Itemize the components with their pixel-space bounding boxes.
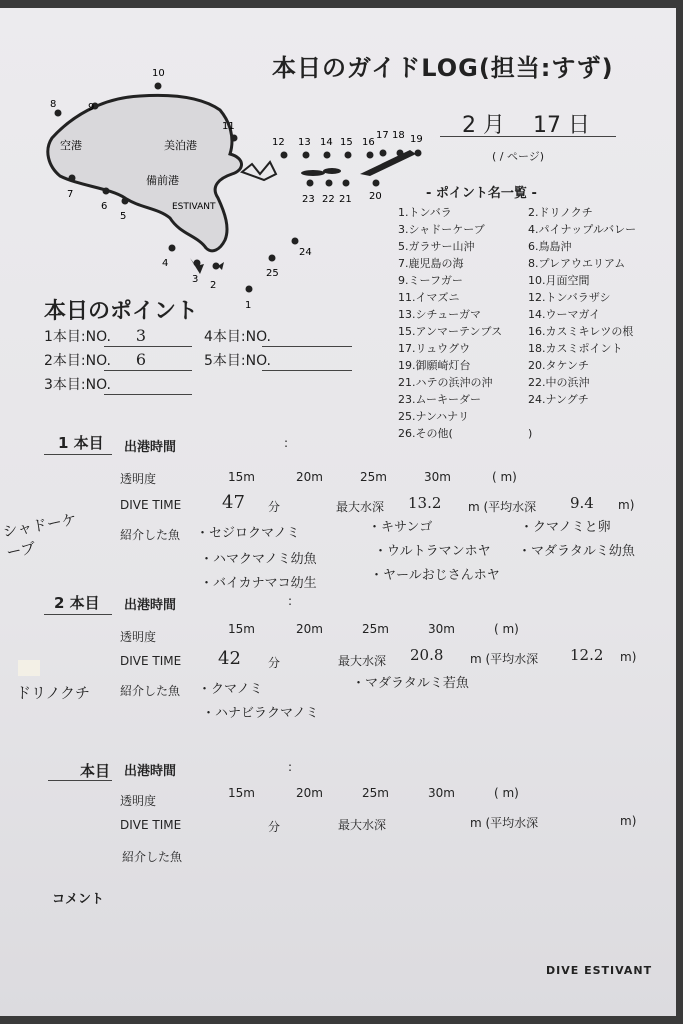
svg-text:11: 11 [222,121,235,132]
dive-slot-1-line [104,346,192,347]
section-2-vis-15: 15m [228,622,255,636]
point-list-row [398,306,658,323]
section-1-dive-time-value: 47 [222,492,245,513]
port-label-bizen: 備前港 [146,174,179,187]
section-2-max-depth-value: 20.8 [410,646,444,664]
point-list-row [398,255,658,272]
point-list-row [398,238,658,255]
point-list-item: 18.カスミポイント [528,342,623,355]
section-1-fish-8: ・ヤールおじさんホヤ [370,568,500,583]
svg-text:10: 10 [152,68,165,79]
svg-text:15: 15 [340,137,353,148]
section-3-dive-time-label: DIVE TIME [120,818,182,832]
section-3-heading: 本目 [80,762,111,780]
svg-text:24: 24 [299,247,312,258]
tape-mark [18,660,40,676]
section-2-dive-time-label: DIVE TIME [120,654,182,668]
point-list-item: 10.月面空間 [528,274,590,287]
dive-slot-3-line [104,394,192,395]
section-3-fish-label: 紹介した魚 [122,850,183,864]
point-list-item: 17.リュウグウ [398,342,471,355]
port-label-mihaku: 美泊港 [164,139,197,152]
svg-text:14: 14 [320,137,333,148]
point-list-item: 9.ミーフガー [398,274,463,287]
dive-slot-2-line [104,370,192,371]
point-list-row [398,425,658,442]
svg-text:7: 7 [67,189,74,200]
section-3-max-depth-label: 最大水深 [338,818,387,832]
section-2-fish-2: ・マダラタルミ若魚 [352,676,469,691]
section-3-departure-label: 出港時間 [124,764,177,779]
section-1-minutes-unit: 分 [268,500,281,514]
svg-text:23: 23 [302,194,315,205]
section-3-vis-30: 30m [428,786,455,800]
section-3-avg-depth-label: m (平均水深 [470,816,539,830]
point-list-item: 15.アンマーテンブス [398,325,503,338]
todays-points-title: 本日のポイント [44,299,199,324]
date-day-unit: 日 [568,113,591,138]
svg-text:17: 17 [376,130,389,141]
point-list-item: 11.イマズニ [398,291,460,304]
date-month: 2 [462,113,476,138]
date-month-unit: 月 [483,113,506,138]
dive-slot-5: 5本目:NO. [204,353,271,369]
island-map [30,58,440,308]
svg-text:5: 5 [120,211,127,222]
svg-text:19: 19 [410,134,423,145]
section-1-fish-7: ・バイカナマコ幼生 [200,576,317,591]
svg-text:18: 18 [392,130,405,141]
section-2-vis-30: 30m [428,622,455,636]
section-1-heading: 1 本目 [58,434,104,452]
section-1-avg-depth-label: m (平均水深 [468,500,537,514]
section-2-vis-other: ( m) [494,622,519,636]
section-2-max-depth-label: 最大水深 [338,654,387,668]
section-1-vis-15: 15m [228,470,255,484]
point-list-item: 12.トンバラザシ [528,291,611,304]
section-2-departure-label: 出港時間 [124,598,177,613]
section-2-minutes-unit: 分 [268,656,281,670]
point-list-item: 23.ムーキーダー [398,393,481,406]
comment-label: コメント [52,892,105,907]
point-list-item: 25.ナンハナリ [398,410,470,423]
svg-text:3: 3 [192,274,199,285]
section-2-side-note: ドリノクチ [16,684,90,702]
dive-slot-2-value: 6 [135,350,147,369]
section-1-visibility-label: 透明度 [120,472,157,486]
section-1-vis-20: 20m [296,470,323,484]
section-1-departure-colon: : [284,436,289,450]
section-1-vis-other: ( m) [492,470,517,484]
section-2-visibility-label: 透明度 [120,630,157,644]
point-list-title: - ポイント名一覧 - [426,186,537,201]
section-2-fish-1: ・クマノミ [198,682,263,697]
point-list-row [398,289,658,306]
point-list-item: 13.シチューガマ [398,308,481,321]
dive-slot-4-line [262,346,352,347]
reef-1 [301,170,325,176]
section-2-departure-colon: : [288,594,293,608]
section-3-vis-other: ( m) [494,786,519,800]
section-3-visibility-label: 透明度 [120,794,157,808]
point-list-row [398,221,658,238]
point-list-item: 22.中の浜沖 [528,376,590,389]
point-list-item: ) [528,427,533,440]
point-list-item: 3.シャドーケーブ [398,223,485,236]
point-list-item: 19.御願崎灯台 [398,359,471,372]
svg-text:6: 6 [101,201,108,212]
islet-outline [242,162,276,180]
section-1-avg-depth-unit: m) [618,498,635,512]
port-label-airport: 空港 [60,139,82,152]
svg-text:22: 22 [322,194,335,205]
point-list-item: 16.カスミキレツの根 [528,325,634,338]
svg-text:12: 12 [272,137,285,148]
section-1-max-depth-value: 13.2 [408,494,442,512]
svg-text:9: 9 [88,102,95,113]
svg-text:13: 13 [298,137,311,148]
point-list-item: 5.ガラサー山沖 [398,240,475,253]
section-2-avg-depth-value: 12.2 [570,646,604,664]
section-1-side-note: シャドーケーブ [1,510,79,562]
section-3-underline [48,780,112,781]
svg-text:16: 16 [362,137,375,148]
page-title: 本日のガイドLOG(担当:すず) [272,54,614,82]
section-1-fish-2: ・キサンゴ [368,520,433,535]
point-list-row [398,357,658,374]
log-sheet [0,8,676,1016]
section-2-fish-label: 紹介した魚 [120,684,181,698]
point-list-item: 1.トンバラ [398,206,452,219]
svg-text:8: 8 [50,99,57,110]
point-list-row [398,408,658,425]
section-1-vis-30: 30m [424,470,451,484]
section-1-underline [44,454,112,455]
section-3-avg-depth-unit: m) [620,814,637,828]
date-underline [440,136,616,137]
section-2-avg-depth-label: m (平均水深 [470,652,539,666]
point-list-item: 21.ハテの浜沖の沖 [398,376,493,389]
section-1-fish-5: ・ウルトラマンホヤ [374,544,491,559]
section-1-dive-time-label: DIVE TIME [120,498,182,512]
point-list-row [398,323,658,340]
dive-slot-4: 4本目:NO. [204,329,271,345]
section-3-vis-25: 25m [362,786,389,800]
dive-slot-3: 3本目:NO. [44,377,111,393]
date-field [462,108,590,139]
section-2-avg-depth-unit: m) [620,650,637,664]
point-list-row [398,340,658,357]
svg-text:2: 2 [210,280,217,291]
point-list-item: 24.ナングチ [528,393,589,406]
point-list-item: 7.鹿児島の海 [398,257,464,270]
brand-footer: DIVE ESTIVANT [546,964,653,977]
svg-text:25: 25 [266,268,279,279]
svg-text:1: 1 [245,300,252,308]
reef-2 [323,168,341,174]
point-list-row [398,204,658,221]
section-2-dive-time-value: 42 [218,648,241,669]
section-3-minutes-unit: 分 [268,820,281,834]
section-2-heading: 2 本目 [54,594,100,612]
section-1-fish-label: 紹介した魚 [120,528,181,542]
section-2-vis-25: 25m [362,622,389,636]
point-list-item: 8.プレアウエリアム [528,257,626,270]
page-number: ( / ページ) [492,150,545,163]
svg-text:4: 4 [162,258,169,269]
point-list-row [398,374,658,391]
island-outline [48,95,242,250]
point-list-item [528,408,658,425]
date-day: 17 [533,113,562,138]
section-2-fish-3: ・ハナビラクマノミ [202,706,319,721]
section-3-vis-15: 15m [228,786,255,800]
point-list-item: 26.その他( [398,427,453,440]
section-1-fish-3: ・クマノミと卵 [520,520,611,535]
point-list-item: 20.タケンチ [528,359,589,372]
point-list-item: 14.ウーマガイ [528,308,601,321]
section-2-underline [44,614,112,615]
point-list-item: 6.鳥島沖 [528,240,572,253]
point-list-row [398,391,658,408]
section-1-avg-depth-value: 9.4 [570,494,594,512]
section-2-vis-20: 20m [296,622,323,636]
section-3-departure-colon: : [288,760,293,774]
point-list-row [398,272,658,289]
svg-text:20: 20 [369,191,382,202]
section-1-fish-6: ・マダラタルミ幼魚 [518,544,635,559]
dive-slot-2: 2本目:NO. 6 [44,350,171,370]
point-list-item: 4.パイナップルバレー [528,223,637,236]
section-1-vis-25: 25m [360,470,387,484]
section-3-vis-20: 20m [296,786,323,800]
section-1-fish-1: ・セジロクマノミ [196,526,300,541]
point-list-item: 2.ドリノクチ [528,206,593,219]
dive-slot-1-value: 3 [135,326,147,345]
dive-slot-1: 1本目:NO. 3 [44,326,171,346]
section-1-max-depth-label: 最大水深 [336,500,385,514]
svg-text:21: 21 [339,194,352,205]
dive-slot-5-line [262,370,352,371]
section-1-fish-4: ・ハマクマノミ幼魚 [200,552,317,567]
section-1-departure-label: 出港時間 [124,440,177,455]
port-label-estivant: ESTIVANT [172,202,216,212]
point-list [398,204,658,442]
